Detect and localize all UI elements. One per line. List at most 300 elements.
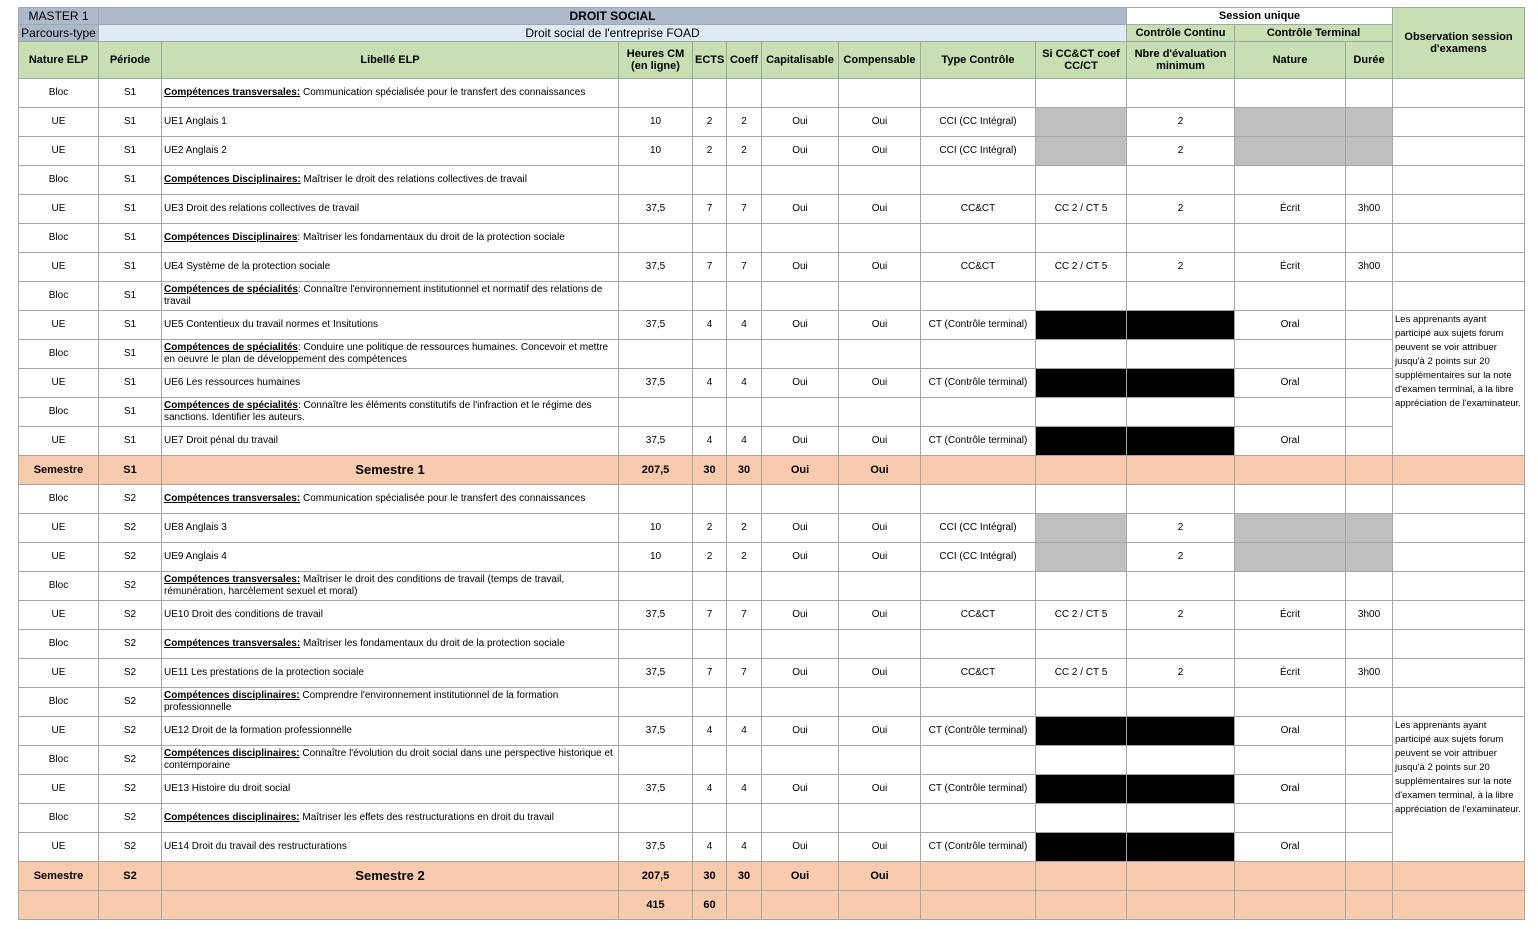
- cell-nbre: 2: [1127, 137, 1235, 166]
- cell-observation: [1393, 166, 1525, 195]
- cell-heures: 207,5: [619, 862, 693, 891]
- cell-heures: 10: [619, 543, 693, 572]
- cell-capitalisable: [762, 282, 839, 311]
- cell-coeff: 4: [727, 311, 762, 340]
- cell-type: [921, 282, 1036, 311]
- cell-nature: Bloc: [19, 340, 99, 369]
- cell-nature: Bloc: [19, 572, 99, 601]
- cell-ects: [693, 746, 727, 775]
- col-libelle: Libellé ELP: [162, 42, 619, 79]
- cell-si: [1036, 572, 1127, 601]
- cell-periode: S2: [99, 862, 162, 891]
- cell-compensable: Oui: [839, 108, 921, 137]
- cell-heures: 37,5: [619, 659, 693, 688]
- cell-nature-ct: [1235, 398, 1346, 427]
- cell-compensable: [839, 688, 921, 717]
- cell-nature-ct: Oral: [1235, 311, 1346, 340]
- cell-nature: Bloc: [19, 79, 99, 108]
- libelle-text: UE3 Droit des relations collectives de travail: [164, 203, 360, 214]
- cell-si: CC 2 / CT 5: [1036, 195, 1127, 224]
- cell-periode: S1: [99, 369, 162, 398]
- cell-coeff: 2: [727, 514, 762, 543]
- cell-nbre: [1127, 572, 1235, 601]
- cell-capitalisable: Oui: [762, 601, 839, 630]
- cell-periode: S1: [99, 456, 162, 485]
- cell-periode: S1: [99, 137, 162, 166]
- competence-title: Compétences de spécialités: [164, 400, 298, 411]
- bloc-row: [19, 688, 1525, 717]
- cell-capitalisable: Oui: [762, 369, 839, 398]
- cell-observation: [1393, 514, 1525, 543]
- cell-ects: 4: [693, 427, 727, 456]
- cell-type: [921, 79, 1036, 108]
- cell-si: [1036, 543, 1127, 572]
- cell-si: [1036, 108, 1127, 137]
- cell-coeff: [727, 485, 762, 514]
- session-label: Session unique: [1127, 8, 1393, 25]
- cell-periode: S1: [99, 398, 162, 427]
- cell-type: CT (Contrôle terminal): [921, 311, 1036, 340]
- cell-duree: [1346, 369, 1393, 398]
- cell-libelle: [162, 514, 619, 543]
- libelle-text: UE13 Histoire du droit social: [164, 783, 291, 794]
- cell-nbre: [1127, 804, 1235, 833]
- cell-empty: [1235, 862, 1346, 891]
- cell-nature: UE: [19, 775, 99, 804]
- cell-periode: S1: [99, 79, 162, 108]
- cell-duree: [1346, 224, 1393, 253]
- semester-row: [19, 862, 1525, 891]
- cell-type: [921, 630, 1036, 659]
- bloc-row: [19, 282, 1525, 311]
- libelle-text: : Connaître l'environnement institutionnel et normatif des relations de travail: [164, 284, 603, 307]
- ue-row: [19, 311, 1525, 340]
- cell-empty: [921, 456, 1036, 485]
- libelle-text: Maîtriser les fondamentaux du droit de la protection sociale: [300, 638, 565, 649]
- competence-title: Compétences Disciplinaires:: [164, 174, 301, 185]
- cell-type: [921, 166, 1036, 195]
- cell-observation: [1393, 224, 1525, 253]
- controle-terminal-header: Contrôle Terminal: [1235, 25, 1393, 42]
- cell-coeff: [727, 340, 762, 369]
- cell-empty: [1346, 862, 1393, 891]
- cell-libelle: [162, 804, 619, 833]
- libelle-text: UE10 Droit des conditions de travail: [164, 609, 323, 620]
- cell-compensable: [839, 485, 921, 514]
- cell-capitalisable: [762, 688, 839, 717]
- libelle-text: UE4 Système de la protection sociale: [164, 261, 331, 272]
- cell-duree: [1346, 282, 1393, 311]
- cell-observation: [1393, 485, 1525, 514]
- libelle-text: Communication spécialisée pour le transfert des connaissances: [300, 493, 586, 504]
- bloc-row: [19, 746, 1525, 775]
- cell-type: [921, 485, 1036, 514]
- libelle-text: : Conduire une politique de ressources humaines. Concevoir et mettre en oeuvre le plan de développement des compétences: [164, 342, 609, 365]
- cell-type: [921, 340, 1036, 369]
- cell-nature-ct: [1235, 804, 1346, 833]
- cell-libelle: [162, 282, 619, 311]
- cell-empty: [1127, 891, 1235, 920]
- cell-observation: [1393, 253, 1525, 282]
- col-compensable: Compensable: [839, 42, 921, 79]
- cell-nbre: [1127, 166, 1235, 195]
- cell-libelle: [162, 833, 619, 862]
- cell-nature: Bloc: [19, 688, 99, 717]
- cell-capitalisable: [762, 398, 839, 427]
- cell-libelle: [162, 688, 619, 717]
- cell-observation: [1393, 572, 1525, 601]
- cell-empty: [1036, 456, 1127, 485]
- bloc-row: [19, 485, 1525, 514]
- cell-ects: 4: [693, 369, 727, 398]
- cell-nbre: [1127, 833, 1235, 862]
- cell-compensable: [839, 282, 921, 311]
- cell-nature-ct: [1235, 79, 1346, 108]
- domain-title: DROIT SOCIAL: [99, 8, 1127, 25]
- cell-type: CT (Contrôle terminal): [921, 369, 1036, 398]
- cell-nbre: [1127, 79, 1235, 108]
- competence-title: Compétences de spécialités: [164, 342, 298, 353]
- cell-libelle: Semestre 2: [162, 862, 619, 891]
- cell-si: [1036, 427, 1127, 456]
- cell-nbre: 2: [1127, 543, 1235, 572]
- cell-heures: [619, 804, 693, 833]
- libelle-text: UE7 Droit pénal du travail: [164, 435, 278, 446]
- cell-compensable: Oui: [839, 311, 921, 340]
- cell-type: [921, 398, 1036, 427]
- cell-si: [1036, 224, 1127, 253]
- cell-libelle: [162, 601, 619, 630]
- cell-si: [1036, 804, 1127, 833]
- cell-libelle: [162, 891, 619, 920]
- cell-libelle: [162, 311, 619, 340]
- cell-nature-ct: Oral: [1235, 833, 1346, 862]
- cell-ects: 30: [693, 456, 727, 485]
- cell-coeff: 4: [727, 833, 762, 862]
- cell-periode: S2: [99, 572, 162, 601]
- col-nbre: Nbre d'évaluation minimum: [1127, 42, 1235, 79]
- cell-compensable: [839, 166, 921, 195]
- libelle-text: UE11 Les prestations de la protection sociale: [164, 667, 364, 678]
- cell-nature: Bloc: [19, 398, 99, 427]
- observation-text: Les apprenants ayant participé aux sujets forum peuvent se voir attribuer jusqu'à 2 points sur 20 supplémentaires sur la note d'examen terminal, à la libre appréciation de l'examinateur.: [1395, 720, 1521, 815]
- cell-observation: [1393, 688, 1525, 717]
- cell-ects: 7: [693, 659, 727, 688]
- cell-type: [921, 224, 1036, 253]
- cell-libelle: [162, 659, 619, 688]
- cell-type: CC&CT: [921, 195, 1036, 224]
- cell-capitalisable: Oui: [762, 543, 839, 572]
- cell-periode: S1: [99, 195, 162, 224]
- competence-title: Compétences de spécialités: [164, 284, 298, 295]
- cell-nature: UE: [19, 514, 99, 543]
- cell-compensable: [839, 398, 921, 427]
- cell-periode: S2: [99, 630, 162, 659]
- cell-nature-ct: [1235, 514, 1346, 543]
- col-coeff: Coeff: [727, 42, 762, 79]
- cell-ects: [693, 398, 727, 427]
- cell-type: CC&CT: [921, 601, 1036, 630]
- cell-nature-ct: Oral: [1235, 775, 1346, 804]
- cell-empty: [1127, 862, 1235, 891]
- bloc-row: [19, 398, 1525, 427]
- cell-libelle: [162, 775, 619, 804]
- cell-heures: [619, 340, 693, 369]
- cell-nature-ct: Écrit: [1235, 659, 1346, 688]
- cell-coeff: [727, 224, 762, 253]
- col-ects: ECTS: [693, 42, 727, 79]
- cell-ects: [693, 79, 727, 108]
- cell-compensable: [839, 746, 921, 775]
- cell-duree: [1346, 717, 1393, 746]
- cell-si: [1036, 369, 1127, 398]
- cell-libelle: [162, 717, 619, 746]
- cell-observation: [1393, 137, 1525, 166]
- cell-nature: UE: [19, 369, 99, 398]
- cell-coeff: 30: [727, 456, 762, 485]
- bloc-row: [19, 572, 1525, 601]
- cell-duree: [1346, 311, 1393, 340]
- cell-libelle: [162, 137, 619, 166]
- libelle-text: : Maîtriser les fondamentaux du droit de la protection sociale: [297, 232, 565, 243]
- competence-title: Compétences transversales:: [164, 87, 301, 98]
- cell-heures: [619, 572, 693, 601]
- cell-heures: 37,5: [619, 195, 693, 224]
- cell-capitalisable: [762, 630, 839, 659]
- cell-ects: 2: [693, 543, 727, 572]
- cell-capitalisable: Oui: [762, 833, 839, 862]
- libelle-text: UE6 Les ressources humaines: [164, 377, 301, 388]
- cell-nature: UE: [19, 195, 99, 224]
- cell-heures: 37,5: [619, 601, 693, 630]
- cell-ects: [693, 804, 727, 833]
- observation-text: Les apprenants ayant participé aux sujets forum peuvent se voir attribuer jusqu'à 2 points sur 20 supplémentaires sur la note d'examen terminal, à la libre appréciation de l'examinateur.: [1395, 314, 1521, 409]
- libelle-text: : Connaître les éléments constitutifs de l'infraction et le régime des sanctions. Identifier les auteurs.: [164, 400, 592, 423]
- cell-nature: UE: [19, 427, 99, 456]
- cell-compensable: Oui: [839, 137, 921, 166]
- cell-heures: [619, 282, 693, 311]
- cell-compensable: Oui: [839, 369, 921, 398]
- cell-duree: 3h00: [1346, 601, 1393, 630]
- cell-libelle: [162, 195, 619, 224]
- cell-nature-ct: [1235, 630, 1346, 659]
- cell-si: [1036, 485, 1127, 514]
- ue-row: [19, 253, 1525, 282]
- cell-duree: [1346, 572, 1393, 601]
- cell-periode: S1: [99, 311, 162, 340]
- competence-title: Compétences disciplinaires:: [164, 690, 300, 701]
- cell-coeff: [727, 572, 762, 601]
- cell-nbre: [1127, 775, 1235, 804]
- col-nature: Nature ELP: [19, 42, 99, 79]
- cell-ects: 4: [693, 311, 727, 340]
- cell-coeff: 4: [727, 775, 762, 804]
- cell-nature-ct: Oral: [1235, 369, 1346, 398]
- cell-ects: 4: [693, 775, 727, 804]
- cell-coeff: 4: [727, 717, 762, 746]
- cell-nature: Bloc: [19, 224, 99, 253]
- cell-capitalisable: [762, 891, 839, 920]
- cell-duree: [1346, 514, 1393, 543]
- cell-ects: [693, 224, 727, 253]
- cell-duree: [1346, 543, 1393, 572]
- cell-compensable: [839, 572, 921, 601]
- cell-ects: [693, 340, 727, 369]
- ue-row: [19, 137, 1525, 166]
- col-duree: Durée: [1346, 42, 1393, 79]
- libelle-text: UE9 Anglais 4: [164, 551, 227, 562]
- cell-libelle: [162, 398, 619, 427]
- cell-nature-ct: [1235, 340, 1346, 369]
- cell-libelle: [162, 79, 619, 108]
- competence-title: Compétences disciplinaires:: [164, 812, 300, 823]
- track-title: Droit social de l'entreprise FOAD: [99, 25, 1127, 42]
- cell-nbre: [1127, 427, 1235, 456]
- cell-nbre: [1127, 340, 1235, 369]
- ue-row: [19, 833, 1525, 862]
- cell-type: CCI (CC Intégral): [921, 137, 1036, 166]
- cell-capitalisable: [762, 340, 839, 369]
- cell-duree: [1346, 746, 1393, 775]
- cell-si: [1036, 79, 1127, 108]
- libelle-text: Communication spécialisée pour le transfert des connaissances: [300, 87, 586, 98]
- cell-libelle: [162, 253, 619, 282]
- cell-coeff: 30: [727, 862, 762, 891]
- cell-ects: 2: [693, 137, 727, 166]
- cell-observation: [1393, 862, 1525, 891]
- cell-empty: [1346, 456, 1393, 485]
- col-periode: Période: [99, 42, 162, 79]
- cell-compensable: Oui: [839, 717, 921, 746]
- cell-capitalisable: [762, 224, 839, 253]
- col-type: Type Contrôle: [921, 42, 1036, 79]
- cell-periode: S1: [99, 108, 162, 137]
- cell-nature-ct: [1235, 166, 1346, 195]
- cell-capitalisable: Oui: [762, 456, 839, 485]
- cell-coeff: [727, 166, 762, 195]
- cell-heures: [619, 746, 693, 775]
- libelle-text: UE14 Droit du travail des restructurations: [164, 841, 347, 852]
- cell-capitalisable: Oui: [762, 514, 839, 543]
- cell-periode: S2: [99, 688, 162, 717]
- cell-ects: [693, 630, 727, 659]
- cell-nature: Semestre: [19, 862, 99, 891]
- bloc-row: [19, 630, 1525, 659]
- competence-title: Compétences transversales:: [164, 638, 301, 649]
- cell-nbre: [1127, 630, 1235, 659]
- libelle-text: UE1 Anglais 1: [164, 116, 227, 127]
- cell-compensable: [839, 224, 921, 253]
- cell-nbre: [1127, 717, 1235, 746]
- cell-ects: [693, 166, 727, 195]
- cell-nature-ct: [1235, 543, 1346, 572]
- cell-observation: [1393, 891, 1525, 920]
- cell-heures: [619, 398, 693, 427]
- cell-periode: S2: [99, 485, 162, 514]
- cell-nature-ct: [1235, 224, 1346, 253]
- cell-nature-ct: [1235, 137, 1346, 166]
- cell-libelle: [162, 108, 619, 137]
- cell-capitalisable: [762, 746, 839, 775]
- cell-nbre: [1127, 282, 1235, 311]
- cell-capitalisable: [762, 79, 839, 108]
- cell-nature: Bloc: [19, 166, 99, 195]
- col-capitalisable: Capitalisable: [762, 42, 839, 79]
- ue-row: [19, 601, 1525, 630]
- parcours-label: Parcours-type: [19, 25, 99, 42]
- cell-nbre: 2: [1127, 601, 1235, 630]
- cell-si: [1036, 630, 1127, 659]
- cell-nature: UE: [19, 717, 99, 746]
- libelle-text: UE2 Anglais 2: [164, 145, 227, 156]
- cell-duree: [1346, 427, 1393, 456]
- cell-libelle: [162, 746, 619, 775]
- semester-row: [19, 891, 1525, 920]
- cell-coeff: 7: [727, 659, 762, 688]
- cell-nbre: 2: [1127, 514, 1235, 543]
- cell-nbre: 2: [1127, 195, 1235, 224]
- cell-duree: [1346, 833, 1393, 862]
- cell-si: [1036, 166, 1127, 195]
- cell-type: [921, 746, 1036, 775]
- cell-heures: 37,5: [619, 427, 693, 456]
- cell-nature: UE: [19, 659, 99, 688]
- cell-capitalisable: [762, 572, 839, 601]
- cell-duree: [1346, 340, 1393, 369]
- cell-periode: S2: [99, 514, 162, 543]
- cell-periode: S2: [99, 601, 162, 630]
- cell-type: CCI (CC Intégral): [921, 514, 1036, 543]
- libelle-text: UE5 Contentieux du travail normes et Insitutions: [164, 319, 378, 330]
- cell-capitalisable: Oui: [762, 717, 839, 746]
- cell-type: CC&CT: [921, 253, 1036, 282]
- cell-heures: [619, 79, 693, 108]
- cell-nbre: [1127, 688, 1235, 717]
- cell-ects: 7: [693, 195, 727, 224]
- cell-empty: [921, 862, 1036, 891]
- cell-si: CC 2 / CT 5: [1036, 253, 1127, 282]
- cell-nbre: 2: [1127, 253, 1235, 282]
- cell-periode: S1: [99, 282, 162, 311]
- cell-duree: [1346, 630, 1393, 659]
- cell-nature: UE: [19, 601, 99, 630]
- cell-compensable: Oui: [839, 253, 921, 282]
- cell-coeff: [727, 630, 762, 659]
- cell-libelle: [162, 166, 619, 195]
- cell-coeff: 2: [727, 543, 762, 572]
- cell-duree: [1346, 166, 1393, 195]
- cell-nature-ct: Écrit: [1235, 195, 1346, 224]
- cell-coeff: 2: [727, 137, 762, 166]
- cell-empty: [1346, 891, 1393, 920]
- cell-ects: [693, 688, 727, 717]
- cell-coeff: 7: [727, 601, 762, 630]
- cell-nature-ct: [1235, 485, 1346, 514]
- cell-nbre: [1127, 224, 1235, 253]
- cell-libelle: [162, 427, 619, 456]
- cell-coeff: 7: [727, 253, 762, 282]
- cell-si: CC 2 / CT 5: [1036, 601, 1127, 630]
- cell-nature: UE: [19, 253, 99, 282]
- cell-compensable: [839, 79, 921, 108]
- cell-compensable: Oui: [839, 659, 921, 688]
- cell-libelle: [162, 572, 619, 601]
- cell-nature-ct: Oral: [1235, 427, 1346, 456]
- cell-coeff: [727, 688, 762, 717]
- cell-type: CT (Contrôle terminal): [921, 427, 1036, 456]
- cell-observation: [1393, 195, 1525, 224]
- cell-capitalisable: Oui: [762, 195, 839, 224]
